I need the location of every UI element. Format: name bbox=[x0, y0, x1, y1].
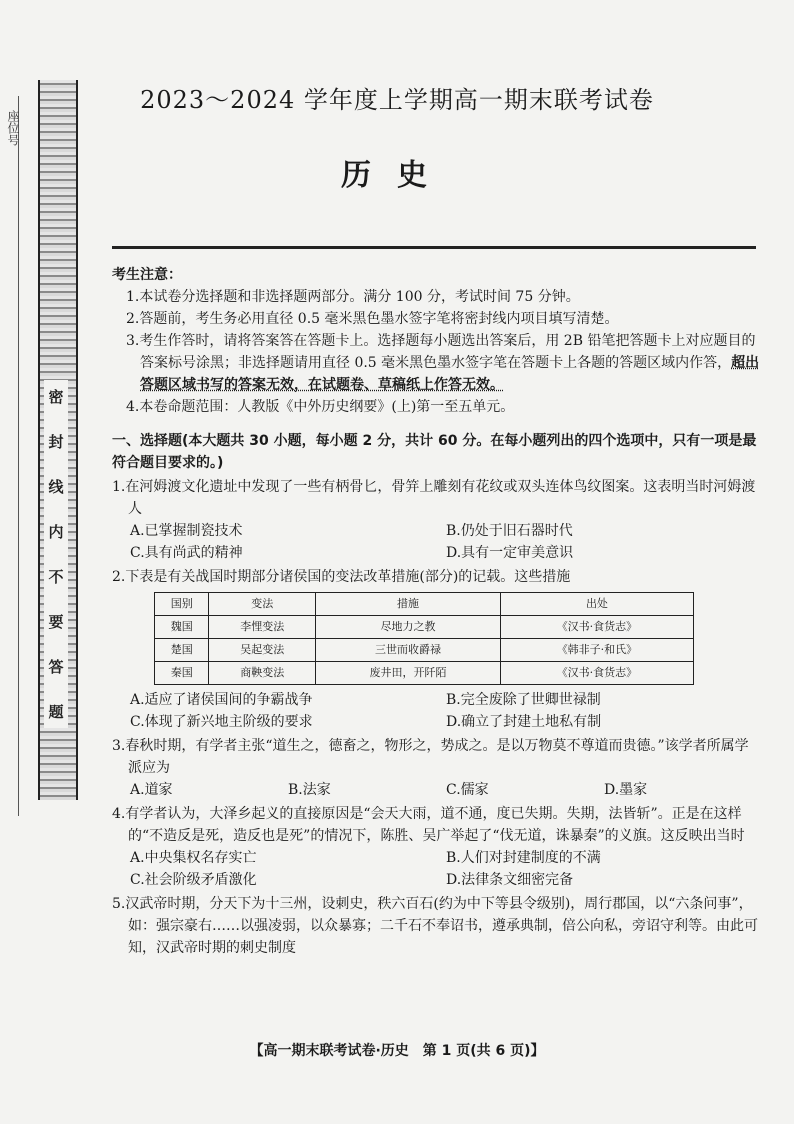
option: C.社会阶级矛盾激化 bbox=[130, 872, 257, 888]
table-cell: 秦国 bbox=[155, 662, 209, 685]
notice-emphasis: 超出答题区域书写的答案无效，在试题卷、草稿纸上作答无效。 bbox=[140, 355, 760, 393]
table-cell: 吴起变法 bbox=[209, 639, 316, 662]
option: B.仍处于旧石器时代 bbox=[446, 523, 573, 539]
seal-char: 题 bbox=[48, 703, 64, 721]
seal-char: 不 bbox=[48, 568, 64, 586]
table-cell: 楚国 bbox=[155, 639, 209, 662]
question-options bbox=[112, 779, 762, 801]
question-options bbox=[112, 689, 762, 733]
seal-char: 封 bbox=[48, 433, 64, 451]
question-stem: 3.春秋时期，有学者主张“道生之，德畜之，物形之，势成之。是以万物莫不尊道而贵德。”该学者所属学派应为 bbox=[112, 738, 749, 776]
table-cell: 《韩非子·和氏》 bbox=[500, 639, 693, 662]
notice-item: 4.本卷命题范围：人教版《中外历史纲要》(上)第一至五单元。 bbox=[126, 399, 515, 415]
table-cell: 商鞅变法 bbox=[209, 662, 316, 685]
table-cell: 《汉书·食货志》 bbox=[500, 616, 693, 639]
table-cell: 《汉书·食货志》 bbox=[500, 662, 693, 685]
option: C.具有尚武的精神 bbox=[130, 545, 243, 561]
table-row bbox=[155, 662, 694, 685]
section-heading: 一、选择题(本大题共 30 小题，每小题 2 分，共计 60 分。在每小题列出的四个选项中，只有一项是最符合题目要求的。) bbox=[112, 433, 757, 471]
option: B.人们对封建制度的不满 bbox=[446, 850, 601, 866]
table-cell: 魏国 bbox=[155, 616, 209, 639]
option: C.儒家 bbox=[446, 782, 489, 798]
question-options bbox=[112, 847, 762, 891]
question-stem: 1.在河姆渡文化遗址中发现了一些有柄骨匕，骨笄上雕刻有花纹或双头连体鸟纹图案。这表明当时河姆渡人 bbox=[112, 479, 756, 517]
seal-char: 内 bbox=[48, 523, 64, 541]
table-header: 变法 bbox=[209, 593, 316, 616]
option: D.墨家 bbox=[604, 782, 648, 798]
seal-char: 要 bbox=[48, 613, 64, 631]
table-header: 措施 bbox=[316, 593, 501, 616]
notice-item: 2.答题前，考生务必用直径 0.5 毫米黑色墨水签字笔将密封线内项目填写清楚。 bbox=[126, 311, 619, 327]
option: D.法律条文细密完备 bbox=[446, 872, 574, 888]
table-cell: 尽地力之教 bbox=[316, 616, 501, 639]
header-rule bbox=[112, 246, 756, 249]
seat-number-label: 座位号 bbox=[6, 110, 20, 146]
table-row bbox=[155, 616, 694, 639]
option: C.体现了新兴地主阶级的要求 bbox=[130, 714, 313, 730]
option: A.适应了诸侯国间的争霸战争 bbox=[130, 692, 313, 708]
notice-item bbox=[112, 330, 762, 396]
notice-heading: 考生注意： bbox=[112, 267, 182, 283]
option: B.法家 bbox=[288, 782, 331, 798]
table-header-row bbox=[155, 593, 694, 616]
page-footer: 【高一期末联考试卷·历史 第 1 页(共 6 页)】 bbox=[249, 1043, 545, 1059]
option: D.确立了封建土地私有制 bbox=[446, 714, 602, 730]
option: A.已掌握制瓷技术 bbox=[130, 523, 243, 539]
seal-warning bbox=[44, 380, 68, 728]
table-cell: 三世而收爵禄 bbox=[316, 639, 501, 662]
question-stem: 4.有学者认为，大泽乡起义的直接原因是“会天大雨，道不通，度已失期。失期，法皆斩”。正是在这样的“不造反是死，造反也是死”的情况下，陈胜、吴广举起了“伐无道，诛暴秦”的义旗。这反映出当时 bbox=[112, 806, 745, 844]
binding-line bbox=[18, 96, 19, 816]
option: B.完全废除了世卿世禄制 bbox=[446, 692, 601, 708]
exam-title: 2023～2024 学年度上学期高一期末联考试卷 bbox=[140, 86, 654, 114]
reform-table bbox=[154, 592, 694, 685]
notice-item: 1.本试卷分选择题和非选择题两部分。满分 100 分，考试时间 75 分钟。 bbox=[126, 289, 580, 305]
option: A.道家 bbox=[130, 782, 173, 798]
seal-char: 线 bbox=[48, 478, 64, 496]
subject-title: 历史 bbox=[341, 158, 453, 193]
option: A.中央集权名存实亡 bbox=[130, 850, 257, 866]
exam-body bbox=[112, 264, 762, 959]
table-header: 国别 bbox=[155, 593, 209, 616]
question-stem: 5.汉武帝时期，分天下为十三州，设刺史，秩六百石(约为中下等县令级别)，周行郡国，以“六条问事”，如：强宗豪右……以强凌弱，以众暴寡；二千石不奉诏书，遵承典制，倍公向私，旁诏守利等。由此可知，汉武帝时期的刺史制度 bbox=[112, 896, 758, 956]
seal-char: 答 bbox=[48, 658, 64, 676]
question-options bbox=[112, 520, 762, 564]
table-cell: 废井田，开阡陌 bbox=[316, 662, 501, 685]
notice-text: 3.考生作答时，请将答案答在答题卡上。选择题每小题选出答案后，用 2B 铅笔把答题卡上对应题目的答案标号涂黑；非选择题请用直径 0.5 毫米黑色墨水签字笔在答题卡上各题的答题区域内作答， bbox=[126, 333, 756, 371]
seal-char: 密 bbox=[48, 388, 64, 406]
question-stem: 2.下表是有关战国时期部分诸侯国的变法改革措施(部分)的记载。这些措施 bbox=[112, 569, 571, 585]
option: D.具有一定审美意识 bbox=[446, 545, 574, 561]
table-header: 出处 bbox=[500, 593, 693, 616]
table-row bbox=[155, 639, 694, 662]
table-cell: 李悝变法 bbox=[209, 616, 316, 639]
